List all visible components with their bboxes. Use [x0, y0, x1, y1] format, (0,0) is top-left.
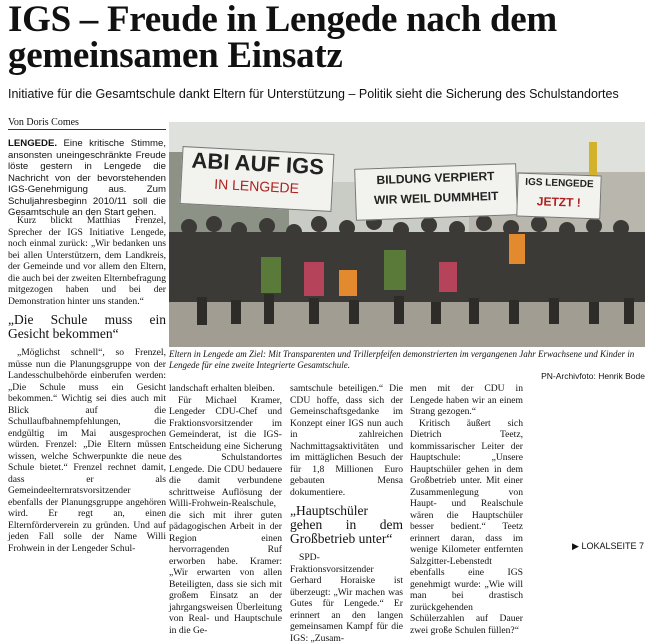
banner-text-1b: IN LENGEDE — [213, 175, 300, 197]
column-4 — [410, 383, 523, 636]
banner-bildung — [354, 163, 518, 221]
paragraph-cdu: samtschule beteiligen.“ Die CDU hoffe, dass sich der Gemeinschaftsgedanke im Konzept einer IGS nun auch in zahlreichen Nachmittagsaktivitäten und im mittäglichen Besuch der für 1,8 Millionen Euro gebauten Mensa dokumentiere. — [290, 383, 403, 498]
banner-text-2: BILDUNG VERPIERT — [376, 168, 495, 188]
banner-text-1: ABI AUF IGS — [191, 147, 325, 180]
byline-divider — [8, 129, 166, 130]
column-1 — [8, 215, 166, 554]
paragraph-frenzel: Kurz blickt Matthias Frenzel, Sprecher der IGS Initiative Lengede, noch einmal zurück: „Wir bedanken uns bei allen Unterstützern, dem Landkreis, der Gemeinde und vor allem den Eltern, die auch bei der zweiten Elternbefragung mitgezogen haben und bei der Demonstration hinter uns standen.“ — [8, 215, 166, 307]
banner-igs-lengede — [516, 173, 601, 220]
photo-caption — [169, 349, 645, 382]
subhead-hauptschueler: „Hauptschüler gehen in dem Großbetrieb unter“ — [290, 503, 403, 546]
paragraph-kramer: Für Michael Kramer, Lengeder CDU-Chef und Fraktionsvorsitzender im Gemeinderat, ist die IGS-Entscheidung eine Sicherung des Schulstandortes Lengede. Die CDU bedauere die damit verbundene schrittweise Auflösung der Willi-Frohwein-Realschule, die sich mit ihrer guten pädagogischen Arbeit in der Region einen hervorragenden Ruf erworben habe. Kramer: „Wir erwarten von allen Beteiligten, dass sie sich mit großem Einsatz an der jahrgangsweisen Überleitung von Real- und Hauptschule in die Ge- — [169, 394, 282, 636]
subheadline: Initiative für die Gesamtschule dankt Eltern für Unterstützung – Politik sieht die Sicherung des Schulstandortes — [8, 87, 619, 101]
paragraph-strang: men mit der CDU in Lengede haben wir an einem Strang gezogen.“ — [410, 383, 523, 417]
headline: IGS – Freude in Lengede nach dem gemeinsamen Einsatz — [8, 0, 557, 76]
photo-credit: PN-Archivfoto: Henrik Bode — [541, 371, 645, 381]
subhead-gesicht: „Die Schule muss ein Gesicht bekommen“ — [8, 312, 166, 341]
banner-text-3: IGS LENGEDE — [525, 176, 594, 191]
byline: Von Doris Comes — [8, 117, 79, 128]
banner-abi-auf-igs — [180, 146, 335, 212]
banner-text-3b: JETZT ! — [536, 194, 582, 210]
paragraph-teetz: Kritisch äußert sich Dietrich Teetz, kommissarischer Leiter der Hauptschule: „Unsere Hauptschüler gehen in dem Großbetrieb unter. Mit einer Zusammenlegung von Haupt- und Realschule wären die Hauptschüler besser bedient.“ Teetz erinnert daran, dass im wenige Kilometer entfernten Salzgitter-Lebenstedt ebenfalls eine IGS genehmigt wurde: „Wie will man bei drastisch zurückgehenden Schülerzahlen auf Dauer zwei große Schulen füllen?“ — [410, 417, 523, 636]
page-reference: ▶ LOKALSEITE 7 — [572, 541, 644, 551]
banner-text-2b: WIR WEIL DUMMHEIT — [373, 188, 499, 208]
caption-text: Eltern in Lengede am Ziel: Mit Transparenten und Trillerpfeifen demonstrierten im vergangenen Jahr Erwachsene und Kinder in Lengede für eine zweite Integrierte Gesamtschule. — [169, 349, 635, 370]
lead-paragraph — [8, 138, 166, 219]
paragraph-continuation: landschaft erhalten bleiben. — [169, 383, 275, 394]
lead-text: Eine kritische Stimme, ansonsten uneingeschränkte Freude löste gestern in Lengede die Nachricht von der bevorstehenden IGS-Genehmigung aus. Zum Schuljahresbeginn 2010/11 soll die Gesamtschule an den Start gehen. — [8, 138, 166, 218]
paragraph-planungsgruppe: „Möglichst schnell“, so Frenzel, müsse nun die Planungsgruppe von der Landesschulbehörde einberufen werden: „Die Schule muss ein Gesicht bekommen.“ Wichtig sei dies auch mit Blick auf die Schullaufbahnempfehlungen, die endgültig im Mai ausgesprochen würden. Frenzel: „Die Eltern müssen wissen, welche Schwerpunkte die neue Schule bietet.“ Frenzel rechnet damit, dass er als Gemeindeelternratsvorsitzender ebenfalls der Planungsgruppe angehören wird. Er regt an, einen Elternförderverein zu gründen. Und auf jeden Fall solle der Name Willi Frohwein in der Lengeder Schul- — [8, 347, 166, 554]
dateline: LENGEDE. — [8, 138, 58, 149]
column-2 — [169, 383, 282, 636]
paragraph-horaiske: SPD-Fraktionsvorsitzender Gerhard Horaiske ist überzeugt: „Wir machen was Gutes für Lengede.“ Er erinnert an den langen gemeinsamen Kampf für die IGS: „Zusam- — [290, 552, 403, 644]
demonstration-photo — [169, 122, 645, 347]
column-3 — [290, 383, 403, 644]
